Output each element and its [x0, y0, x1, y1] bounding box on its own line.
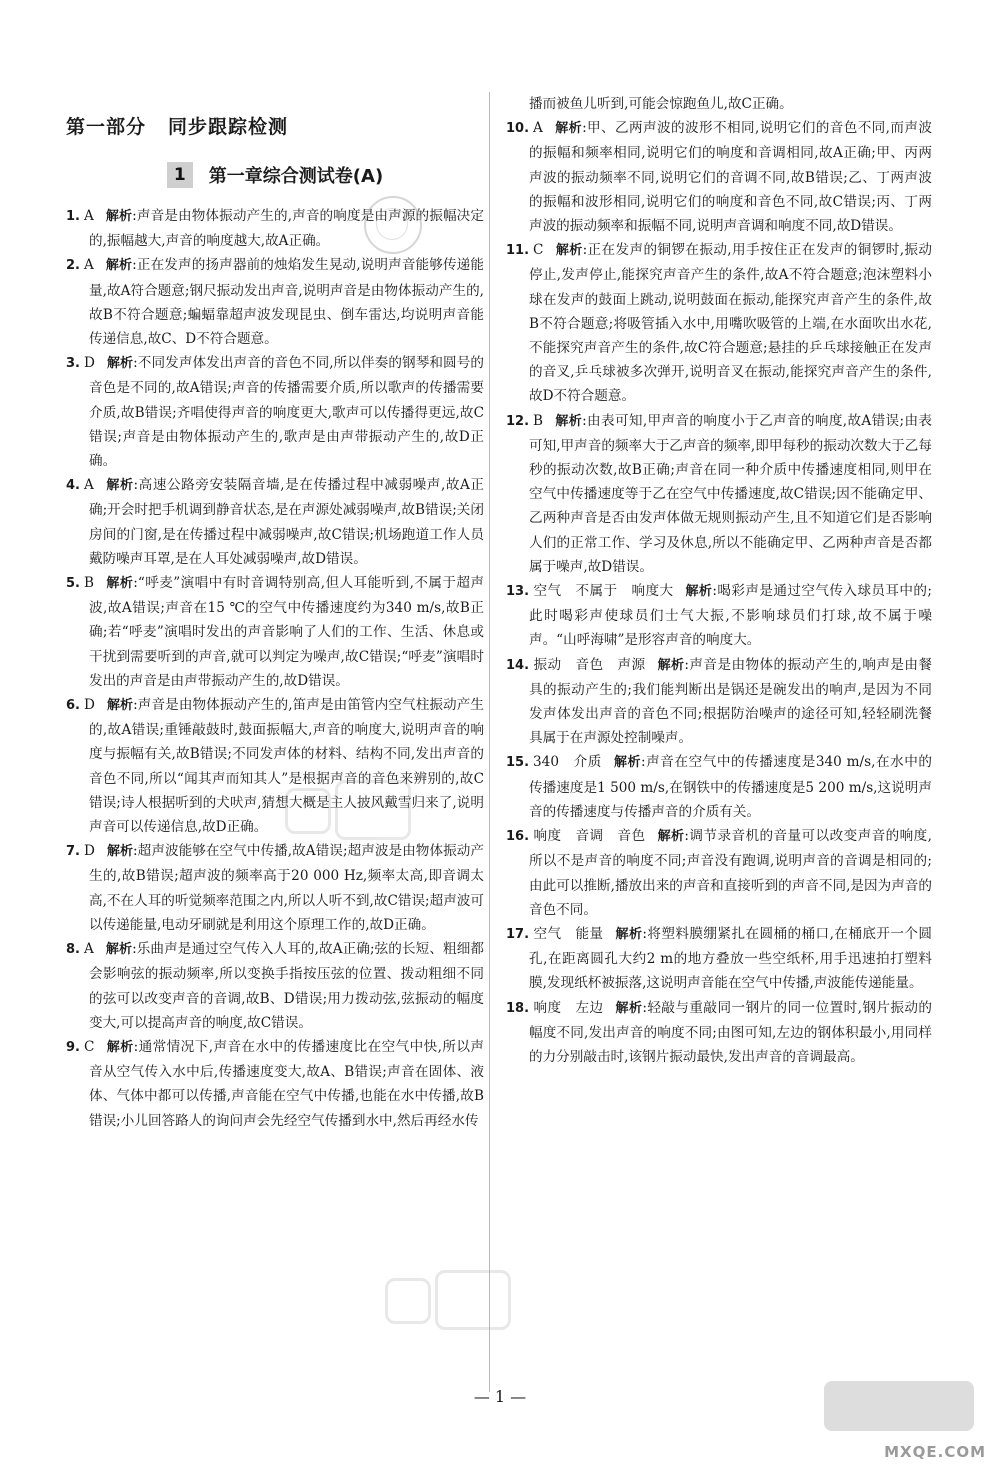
answer-item: 4. A 解析:高速公路旁安装隔音墙,是在传播过程中减弱噪声,故A正确;开会时把手机调到静音状态,是在声源处减弱噪声,故B错误;关闭房间的门窗,是在传播过程中减弱噪声,故C错误;机场跑道工作人员戴防噪声耳罩,是在人耳处减弱噪声,故D错误。 [66, 477, 484, 567]
part-title-sub: 同步跟踪检测 [168, 116, 289, 138]
site-url: MXQE.COM [884, 1443, 986, 1461]
answer-item: 1. A 解析:声音是由物体振动产生的,声音的响度是由声源的振幅决定的,振幅越大,声音的响度越大,故A正确。 [66, 208, 484, 250]
right-column [506, 92, 932, 1069]
chapter-number-badge: 1 [167, 162, 193, 188]
watermark-logo [385, 1270, 515, 1330]
answer-item: 7. D 解析:超声波能够在空气中传播,故A错误;超声波是由物体振动产生的,故B错误;超声波的频率高于20 000 Hz,频率太高,即音调太高,不在人耳的听觉频率范围之内,所以人听不到,故C错误;超声波可以传递能量,电动牙刷就是利用这个原理工作的,故D正确。 [66, 843, 484, 933]
answer-item: 14. 振动 音色 声源 解析:声音是由物体的振动产生的,响声是由餐具的振动产生的;我们能判断出是锅还是碗发出的响声,是因为不同发声体发出声音的音色不同;根据防治噪声的途径可知,轻轻刷洗餐具属于在声源处控制噪声。 [506, 656, 932, 747]
continued-text: 播而被鱼儿听到,可能会惊跑鱼儿,故C正确。 [529, 96, 793, 112]
answer-item: 2. A 解析:正在发声的扬声器前的烛焰发生晃动,说明声音能够传递能量,故A符合题意;钢尺振动发出声音,说明声音是由物体振动产生的,故B不符合题意;蝙蝠靠超声波发现昆虫、倒车雷达,均说明声音能传递信息,故C、D不符合题意。 [66, 257, 484, 348]
answer-item: 5. B 解析:“呼麦”演唱中有时音调特别高,但人耳能听到,不属于超声波,故A错误;声音在15 ℃的空气中传播速度约为340 m/s,故B正确;若“呼麦”演唱时发出的声音影响了人们的工作、生活、休息或干扰到需要听到的声音,就可以判定为噪声,故C错误;“呼麦”演唱时发出的声音是由声带振动产生的,故D错误。 [66, 575, 484, 689]
logo-mark-icon [824, 1381, 974, 1431]
chapter-heading [66, 160, 484, 190]
left-column [66, 92, 484, 1133]
watermark-logo [285, 780, 415, 840]
part-title [66, 112, 484, 140]
stamp-mark [364, 196, 422, 254]
answer-item: 17. 空气 能量 解析:将塑料膜绷紧扎在圆桶的桶口,在桶底开一个圆孔,在距离圆孔大约2 m的地方叠放一些空纸杯,用手迅速拍打塑料膜,发现纸杯被振落,这说明声音能在空气中传播,声波能传递能量。 [506, 925, 932, 992]
site-logo [816, 1381, 986, 1461]
answer-item: 6. D 解析:声音是由物体振动产生的,笛声是由笛管内空气柱振动产生的,故A错误;重锤敲鼓时,鼓面振幅大,声音的响度大,说明声音的响度与振幅有关,故B错误;不同发声体的材料、结构不同,发出声音的音色不同,所以“闻其声而知其人”是根据声音的音色来辨别的,故C错误;诗人根据听到的犬吠声,猜想大概是主人披风戴雪归来了,说明声音可以传递信息,故D正确。 [66, 697, 484, 836]
page-number: — 1 — [473, 1387, 527, 1406]
column-divider [489, 92, 490, 1392]
answer-item: 8. A 解析:乐曲声是通过空气传入人耳的,故A正确;弦的长短、粗细都会影响弦的振动频率,所以变换手指按压弦的位置、拨动粗细不同的弦可以改变声音的音调,故B、D错误;用力拨动弦,弦振动的幅度变大,可以提高声音的响度,故C错误。 [66, 941, 484, 1031]
answer-item: 3. D 解析:不同发声体发出声音的音色不同,所以伴奏的钢琴和圆号的音色是不同的,故A错误;声音的传播需要介质,所以歌声的传播需要介质,故B错误;齐唱使得声音的响度更大,歌声可以传播得更远,故C错误;声音是由物体振动产生的,歌声是由声带振动产生的,故D正确。 [66, 355, 484, 470]
part-title-main: 第一部分 [66, 116, 147, 138]
answer-item: 18. 响度 左边 解析:轻敲与重敲同一钢片的同一位置时,钢片振动的幅度不同,发出声音的响度不同;由图可知,左边的钢体积最小,用同样的力分别敲击时,该钢片振动最快,发出声音的音调最高。 [506, 999, 932, 1065]
answer-item: 9. C 解析:通常情况下,声音在水中的传播速度比在空气中快,所以声音从空气传入水中后,传播速度变大,故A、B错误;声音在固体、液体、气体中都可以传播,声音能在空气中传播,也能在水中传播,故B错误;小儿回答路人的询问声会先经空气传播到水中,然后再经水传 [66, 1038, 484, 1129]
answer-item: 10. A 解析:甲、乙两声波的波形不相同,说明它们的音色不同,而声波的振幅和频率相同,说明它们的响度和音调相同,故A正确;甲、丙两声波的振动频率不同,说明它们的音调不同,故B错误;乙、丁两声波的振幅和波形相同,说明它们的响度和音色不同,故C错误;丙、丁两声波的振动频率和振幅不同,说明声音调和响度不同,故D错误。 [506, 120, 932, 235]
answer-item: 12. B 解析:由表可知,甲声音的响度小于乙声音的响度,故A错误;由表可知,甲声音的频率大于乙声音的频率,即甲每秒的振动次数大于乙每秒的振动次数,故B正确;声音在同一种介质中传播速度相同,则甲在空气中传播速度等于乙在空气中传播速度,故C错误;因不能确定甲、乙两种声音是否由发声体做无规则振动产生,且不知道它们是否影响人们的正常工作、学习及休息,所以不能确定甲、乙两种声音是否都属于噪声,故D错误。 [506, 412, 932, 575]
answer-item: 16. 响度 音调 音色 解析:调节录音机的音量可以改变声音的响度,所以不是声音的响度不同;声音没有跑调,说明声音的音调是相同的;由此可以推断,播放出来的声音和直接听到的声音不同,是因为声音的音色不同。 [506, 828, 932, 918]
answer-item: 15. 340 介质 解析:声音在空气中的传播速度是340 m/s,在水中的传播速度是1 500 m/s,在钢铁中的传播速度是5 200 m/s,这说明声音的传播速度与传播声音的介质有关。 [506, 754, 932, 820]
right-answer-list [506, 116, 932, 1069]
answer-item: 13. 空气 不属于 响度大 解析:喝彩声是通过空气传入球员耳中的;此时喝彩声使球员们士气大振,不影响球员们打球,故不属于噪声。“山呼海啸”是形容声音的响度大。 [506, 583, 932, 649]
left-answer-list [66, 204, 484, 1133]
answer-item: 11. C 解析:正在发声的铜锣在振动,用手按住正在发声的铜锣时,振动停止,发声停止,能探究声音产生的条件,故A不符合题意;泡沫塑料小球在发声的鼓面上跳动,说明鼓面在振动,能探究声音产生的条件,故B不符合题意;将吸管插入水中,用嘴吹吸管的上端,在水面吹出水花,不能探究声音产生的条件,故C符合题意;悬挂的乒乓球接触正在发声的音叉,乒乓球被多次弹开,说明音叉在振动,能探究声音产生的条件,故D不符合题意。 [506, 242, 932, 405]
chapter-title: 第一章综合测试卷(A) [208, 166, 384, 187]
